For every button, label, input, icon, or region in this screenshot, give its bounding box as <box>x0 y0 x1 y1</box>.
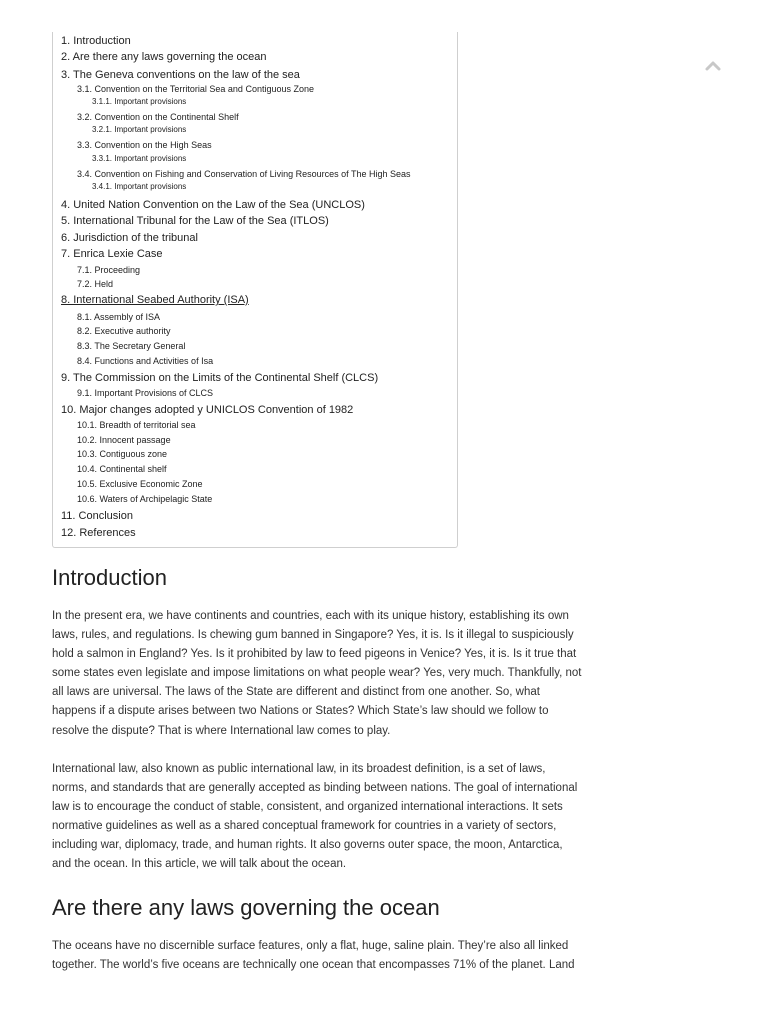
toc-item[interactable]: 10.6. Waters of Archipelagic State <box>77 494 213 504</box>
toc-item[interactable]: 9. The Commission on the Limits of the Continental Shelf (CLCS) <box>61 372 379 384</box>
toc-item[interactable]: 3.3.1. Important provisions <box>92 154 187 163</box>
toc-item[interactable]: 5. International Tribunal for the Law of the Sea (ITLOS) <box>61 215 329 227</box>
toc-item[interactable]: 7.1. Proceeding <box>77 265 141 275</box>
toc-item[interactable]: 10.3. Contiguous zone <box>77 449 168 459</box>
toc-item[interactable]: 11. Conclusion <box>61 510 133 522</box>
toc-item[interactable]: 3.4.1. Important provisions <box>92 182 187 191</box>
toc-item[interactable]: 8. International Seabed Authority (ISA) <box>61 294 249 306</box>
toc-item[interactable]: 8.4. Functions and Activities of Isa <box>77 356 214 366</box>
toc-item[interactable]: 3.4. Convention on Fishing and Conservation of Living Resources of The High Seas <box>77 169 411 179</box>
heading-laws-governing-ocean: Are there any laws governing the ocean <box>52 895 440 920</box>
toc-item[interactable]: 8.2. Executive authority <box>77 326 171 336</box>
toc-item[interactable]: 10. Major changes adopted y UNICLOS Convention of 1982 <box>61 404 354 416</box>
toc-item[interactable]: 3.1. Convention on the Territorial Sea and Contiguous Zone <box>77 84 314 94</box>
toc-item[interactable]: 3.1.1. Important provisions <box>92 97 187 106</box>
heading-introduction: Introduction <box>52 565 167 590</box>
toc-item[interactable]: 10.2. Innocent passage <box>77 435 171 445</box>
toc-item[interactable]: 3. The Geneva conventions on the law of the sea <box>61 69 300 81</box>
toc-item[interactable]: 7. Enrica Lexie Case <box>61 248 163 260</box>
toc-item[interactable]: 10.5. Exclusive Economic Zone <box>77 479 203 489</box>
toc-item[interactable]: 7.2. Held <box>77 279 114 289</box>
toc-item[interactable]: 3.2.1. Important provisions <box>92 125 187 134</box>
toc-item[interactable]: 10.4. Continental shelf <box>77 464 167 474</box>
toc-item[interactable]: 4. United Nation Convention on the Law of the Sea (UNCLOS) <box>61 199 365 211</box>
toc-item[interactable]: 1. Introduction <box>61 35 131 47</box>
toc-item[interactable]: 8.3. The Secretary General <box>77 341 186 351</box>
scroll-to-top-button[interactable] <box>703 57 723 73</box>
toc-item[interactable]: 3.2. Convention on the Continental Shelf <box>77 112 239 122</box>
toc-item[interactable]: 12. References <box>61 527 136 539</box>
toc-item[interactable]: 6. Jurisdiction of the tribunal <box>61 232 198 244</box>
toc-item[interactable]: 2. Are there any laws governing the ocean <box>61 51 267 63</box>
toc-item[interactable]: 10.1. Breadth of territorial sea <box>77 420 196 430</box>
chevron-up-icon <box>703 57 723 73</box>
paragraph: International law, also known as public international law, in its broadest definition, is a set of laws, norms, and standards that are generally accepted as binding between nations. The goal of international law is to encourage the conduct of stable, consistent, and organized international interactions. It sets normative guidelines as well as a shared conceptual framework for countries in a variety of sectors, including war, diplomacy, trade, and human rights. It also governs outer space, the moon, Antarctica, and the ocean. In this article, we will talk about the ocean. <box>52 763 578 871</box>
table-of-contents <box>52 32 458 548</box>
paragraph: The oceans have no discernible surface features, only a flat, huge, saline plain. They’re also all linked together. The world’s five oceans are technically one ocean that encompasses 71% of the planet. Land <box>52 940 575 972</box>
toc-item[interactable]: 9.1. Important Provisions of CLCS <box>77 388 214 398</box>
paragraph: In the present era, we have continents and countries, each with its unique history, establishing its own laws, rules, and regulations. Is chewing gum banned in Singapore? Yes, it is. Is it illegal to suspiciously hold a salmon in England? Yes. Is it prohibited by law to feed pigeons in Venice? Yes, it is. Is it true that some states even legislate and impose limitations on what people wear? Yes, very much. Thankfully, not all laws are universal. The laws of the State are different and distinct from one another. So, what happens if a dispute arises between two Nations or States? Which State’s law should we follow to resolve the dispute? That is where International law comes to play. <box>52 610 582 737</box>
toc-item[interactable]: 3.3. Convention on the High Seas <box>77 140 212 150</box>
toc-item[interactable]: 8.1. Assembly of ISA <box>77 312 161 322</box>
